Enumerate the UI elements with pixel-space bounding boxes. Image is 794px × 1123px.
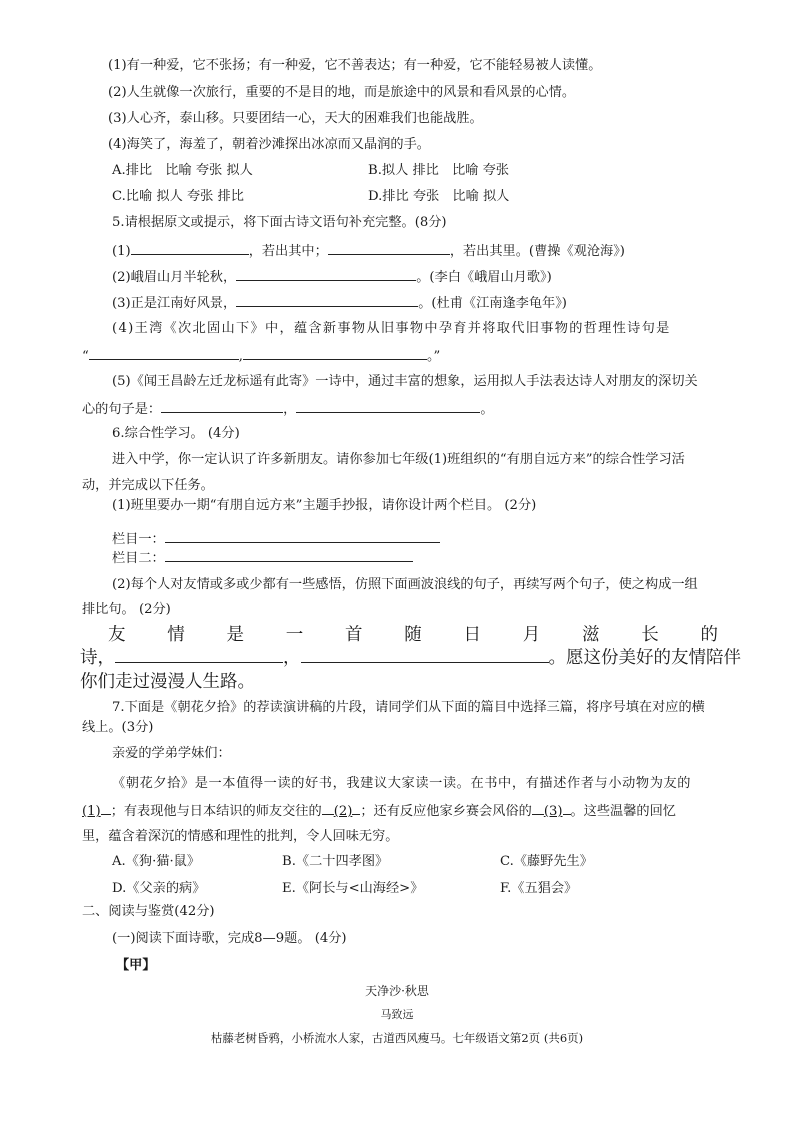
q5-blank-5[interactable] — [89, 345, 239, 360]
q6-model-sentence-line2 — [80, 646, 741, 670]
q6-model-sentence-line3: 你们走过漫漫人生路。 — [80, 672, 255, 692]
q5-l4-close: 。” — [426, 349, 441, 364]
q5-line-3 — [112, 292, 567, 314]
q5-title: 5.请根据原文或提示，将下面古诗文语句补充完整。(8分) — [112, 215, 447, 230]
model-word: 月 — [522, 625, 541, 645]
model-word: 一 — [285, 625, 304, 645]
model-word: 情 — [167, 625, 185, 645]
q7-option-b: B.《二十四孝图》 — [282, 854, 389, 869]
q4-item-2: (2)人生就像一次旅行，重要的不是目的地，而是旅途中的风景和看风景的心情。 — [108, 85, 576, 100]
model-word: 是 — [226, 625, 244, 645]
model-word: 滋 — [582, 625, 600, 645]
q7-blank-3-tail — [563, 801, 571, 815]
q5-l2-lead: (2)峨眉山月半轮秋， — [112, 270, 237, 285]
q7-blank-1[interactable]: (1) — [82, 804, 101, 819]
q5-l3-lead: (3)正是江南好风景， — [112, 296, 237, 311]
q7-blank-2[interactable]: (2) — [333, 804, 353, 819]
q5-l1-mid: ，若出其中； — [248, 244, 328, 259]
model-word: 长 — [641, 625, 659, 645]
q5-l5-lead: 心的句子是： — [82, 402, 162, 417]
q5-l4-open: “ — [82, 349, 89, 364]
q4-item-1: (1)有一种爱，它不张扬；有一种爱，它不善表达；有一种爱，它不能轻易被人读懂。 — [108, 58, 602, 73]
poem-line-and-footer: 枯藤老树昏鸦，小桥流水人家，古道西风瘦马。七年级语文第2页 (共6页) — [210, 1031, 584, 1045]
q5-line-2 — [112, 266, 552, 288]
q5-blank-4[interactable] — [236, 292, 418, 307]
q6-intro-1: 进入中学，你一定认识了许多新朋友。请你参加七年级(1)班组织的“有朋自远方来”的综合性学习活 — [112, 452, 685, 467]
q5-blank-2[interactable] — [328, 240, 450, 255]
q7-title-1: 7.下面是《朝花夕拾》的荐读演讲稿的片段，请同学们从下面的篇目中选择三篇，将序号填在对应的横 — [112, 700, 705, 715]
q5-blank-3[interactable] — [236, 266, 416, 281]
q6-model-sentence-line1 — [108, 623, 718, 647]
q7-p2-b: ；还有反应他家乡赛会风俗的 — [360, 804, 532, 819]
model-word: 首 — [345, 625, 363, 645]
q7-paragraph-1: 《朝花夕拾》是一本值得一读的好书，我建议大家读一读。在书中，有描述作者与小动物为友的 — [112, 776, 692, 791]
q6-blank-sentence-1[interactable] — [115, 646, 283, 663]
model-word: 友 — [108, 625, 126, 645]
q6-task-1: (1)班里要办一期“有朋自远方来”主题手抄报，请你设计两个栏目。 (2分) — [112, 498, 537, 513]
q5-l5-mid: ， — [283, 402, 297, 417]
q6-column-2 — [112, 547, 413, 569]
q5-l5-end: 。 — [480, 402, 494, 417]
q5-blank-7[interactable] — [161, 398, 283, 413]
q4-item-3: (3)人心齐，泰山移。只要团结一心，天大的困难我们也能战胜。 — [108, 111, 483, 126]
q6-col2-blank[interactable] — [165, 547, 413, 562]
q5-l1-num: (1) — [112, 244, 131, 259]
q5-l2-end: 。(李白《峨眉山月歌》) — [416, 270, 552, 285]
part2-title: 二、阅读与鉴赏(42分) — [82, 904, 215, 919]
model-word: 随 — [404, 625, 422, 645]
q6-blank-sentence-2[interactable] — [301, 646, 549, 663]
poem-author: 马致远 — [380, 1008, 414, 1021]
q7-blank-3-lead — [532, 801, 544, 815]
q5-line-5b — [82, 398, 494, 420]
model-word: 日 — [463, 625, 481, 645]
q7-option-f: F.《五猖会》 — [500, 881, 578, 896]
part2-subtitle: (一)阅读下面诗歌，完成8—9题。 (4分) — [112, 931, 347, 946]
q4-option-b: B.拟人 排比 比喻 夸张 — [368, 163, 509, 178]
q5-line-5: (5)《闻王昌龄左迁龙标遥有此寄》一诗中，通过丰富的想象，运用拟人手法表达诗人对朋友的深切关 — [112, 374, 698, 389]
q7-p2-a: ；有表现他与日本结识的师友交往的 — [110, 804, 322, 819]
q7-option-d: D.《父亲的病》 — [112, 881, 206, 896]
q5-line-1 — [112, 240, 625, 262]
part2-tag: 【甲】 — [116, 958, 156, 973]
q6-intro-2: 动，并完成以下任务。 — [82, 478, 214, 493]
q5-blank-8[interactable] — [296, 398, 480, 413]
model-l2-end: 。愿这份美好的友情陪伴 — [548, 648, 741, 668]
q7-option-c: C.《藤野先生》 — [500, 854, 593, 869]
poem-title: 天净沙·秋思 — [365, 984, 429, 998]
q6-col1-blank[interactable] — [165, 528, 440, 543]
q7-greeting: 亲爱的学弟学妹们： — [112, 746, 231, 761]
model-l2-mid: ， — [283, 648, 301, 668]
q4-option-a: A.排比 比喻 夸张 拟人 — [112, 163, 253, 178]
q6-col1-label: 栏目一： — [112, 532, 165, 547]
q7-option-e: E.《阿长与<山海经>》 — [282, 881, 424, 896]
q5-blank-6[interactable] — [243, 345, 427, 360]
model-word: 的 — [700, 625, 718, 645]
q7-title-2: 线上。(3分) — [82, 720, 154, 735]
q6-task-2b: 排比句。 (2分) — [82, 602, 171, 617]
q6-title: 6.综合性学习。 (4分) — [112, 426, 240, 441]
q4-option-c: C.比喻 拟人 夸张 排比 — [112, 189, 244, 204]
q7-option-a: A.《狗·猫·鼠》 — [112, 854, 201, 869]
q5-line-4: (4)王湾《次北固山下》中，蕴含新事物从旧事物中孕育并将取代旧事物的哲理性诗句是 — [112, 321, 671, 336]
q7-blank-3[interactable]: (3) — [543, 804, 563, 819]
q7-blank-2-lead — [322, 801, 334, 815]
q7-blank-1-tail — [101, 801, 111, 815]
q6-col2-label: 栏目二： — [112, 551, 165, 566]
q7-paragraph-2 — [82, 801, 676, 822]
q5-blank-1[interactable] — [131, 240, 249, 255]
q5-l4-mid: , — [238, 349, 243, 364]
q5-l3-end: 。(杜甫《江南逢李龟年》) — [418, 296, 567, 311]
q5-l1-end: ，若出其里。(曹操《观沧海》) — [449, 244, 625, 259]
q5-line-4b — [82, 345, 440, 367]
q7-p2-c: 。这些温馨的回忆 — [570, 804, 676, 819]
q4-item-4: (4)海笑了，海羞了，朝着沙滩探出冰凉而又晶润的手。 — [108, 137, 430, 152]
q7-paragraph-3: 里，蕴含着深沉的情感和理性的批判，令人回味无穷。 — [82, 829, 399, 844]
q4-option-d: D.排比 夸张 比喻 拟人 — [368, 189, 510, 204]
q6-task-2a: (2)每个人对友情或多或少都有一些感悟，仿照下面画波浪线的句子，再续写两个句子，使之构成一组 — [112, 577, 698, 592]
model-l2-lead: 诗， — [80, 648, 115, 668]
